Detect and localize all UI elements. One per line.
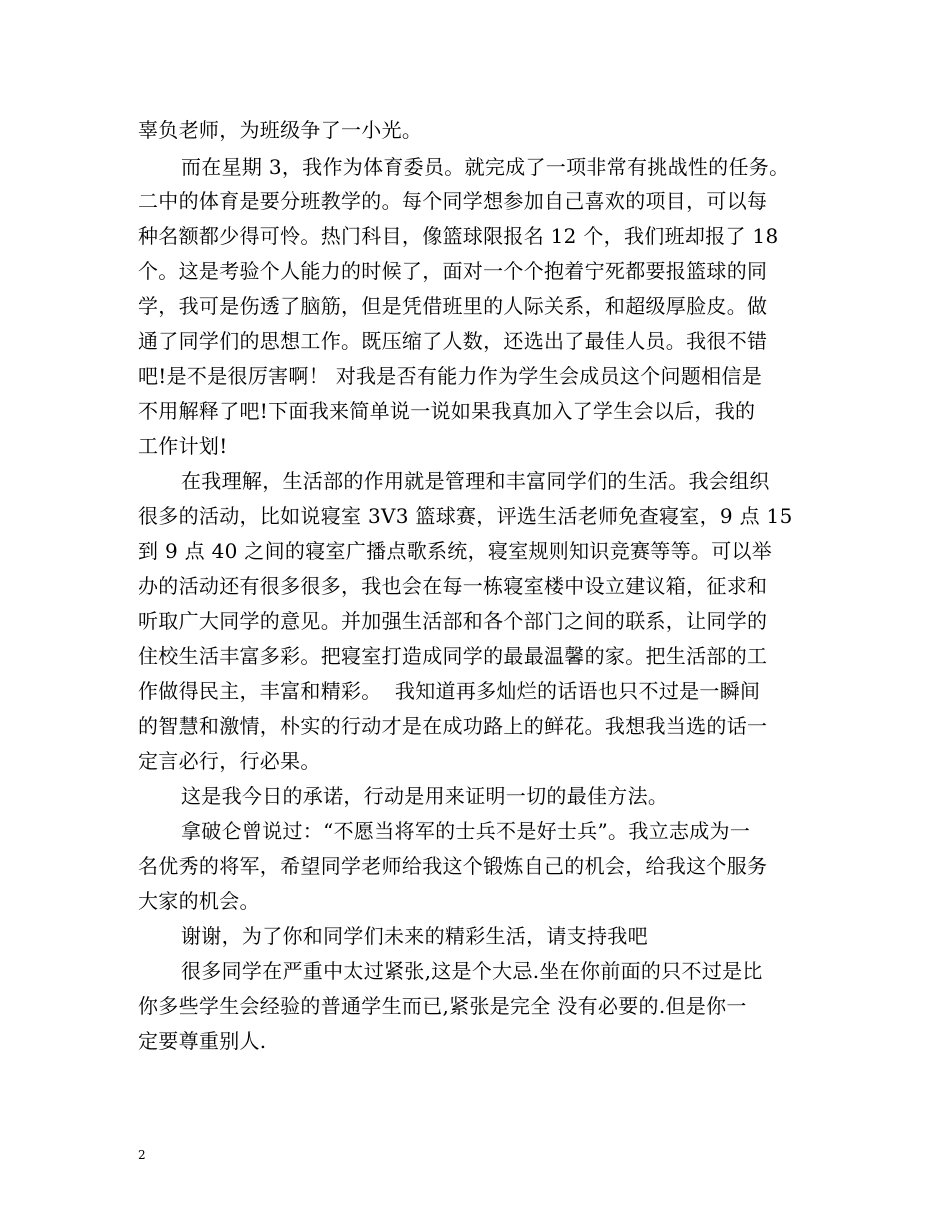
- text-line: 而在星期 3，我作为体育委员。就完成了一项非常有挑战性的任务。: [181, 155, 790, 179]
- text-line: 的智慧和激情，朴实的行动才是在成功路上的鲜花。我想我当选的话一: [138, 714, 768, 738]
- text-line: 很多的活动，比如说寝室 3V3 篮球赛，评选生活老师免查寝室，9 点 15: [138, 504, 793, 528]
- text-line: 作做得民主，丰富和精彩。 我知道再多灿烂的话语也只不过是一瞬间: [138, 679, 761, 703]
- text-line: 办的活动还有很多很多，我也会在每一栋寝室楼中设立建议箱，征求和: [138, 574, 768, 598]
- text-line: 你多些学生会经验的普通学生而已,紧张是完全 没有必要的.但是你一: [138, 994, 747, 1018]
- text-line: 不用解释了吧!下面我来简单说一说如果我真加入了学生会以后，我的: [138, 399, 756, 423]
- text-line: 种名额都少得可怜。热门科目，像篮球限报名 12 个，我们班却报了 18: [138, 224, 779, 248]
- text-line: 名优秀的将军，希望同学老师给我这个锻炼自己的机会，给我这个服务: [138, 854, 768, 878]
- page-number: 2: [138, 1148, 146, 1162]
- text-line: 定要尊重别人.: [138, 1029, 267, 1053]
- text-line: 大家的机会。: [138, 889, 260, 913]
- text-line: 这是我今日的承诺，行动是用来证明一切的最佳方法。: [181, 784, 669, 808]
- text-line: 工作计划!: [138, 434, 228, 458]
- text-line: 学，我可是伤透了脑筋，但是凭借班里的人际关系，和超级厚脸皮。做: [138, 294, 768, 318]
- text-line: 通了同学们的思想工作。既压缩了人数，还选出了最佳人员。我很不错: [138, 329, 768, 353]
- text-line: 到 9 点 40 之间的寝室广播点歌系统，寝室规则知识竞赛等等。可以举: [138, 539, 773, 563]
- text-line: 定言必行，行必果。: [138, 749, 321, 773]
- text-line: 住校生活丰富多彩。把寝室打造成同学的最最温馨的家。把生活部的工: [138, 644, 768, 668]
- text-line: 吧!是不是很厉害啊！ 对我是否有能力作为学生会成员这个问题相信是: [138, 364, 762, 388]
- text-line: 二中的体育是要分班教学的。每个同学想参加自己喜欢的项目，可以每: [138, 189, 768, 213]
- text-line: 在我理解，生活部的作用就是管理和丰富同学们的生活。我会组织: [181, 469, 770, 493]
- text-line: 拿破仑曾说过：“不愿当将军的士兵不是好士兵”。我立志成为一: [181, 819, 751, 843]
- text-line: 听取广大同学的意见。并加强生活部和各个部门之间的联系，让同学的: [138, 609, 768, 633]
- text-line: 个。这是考验个人能力的时候了，面对一个个抱着宁死都要报篮球的同: [138, 259, 768, 283]
- text-line: 辜负老师，为班级争了一小光。: [138, 118, 423, 142]
- text-line: 谢谢，为了你和同学们未来的精彩生活，请支持我吧: [181, 924, 648, 948]
- text-line: 很多同学在严重中太过紧张,这是个大忌.坐在你前面的只不过是比: [181, 959, 763, 983]
